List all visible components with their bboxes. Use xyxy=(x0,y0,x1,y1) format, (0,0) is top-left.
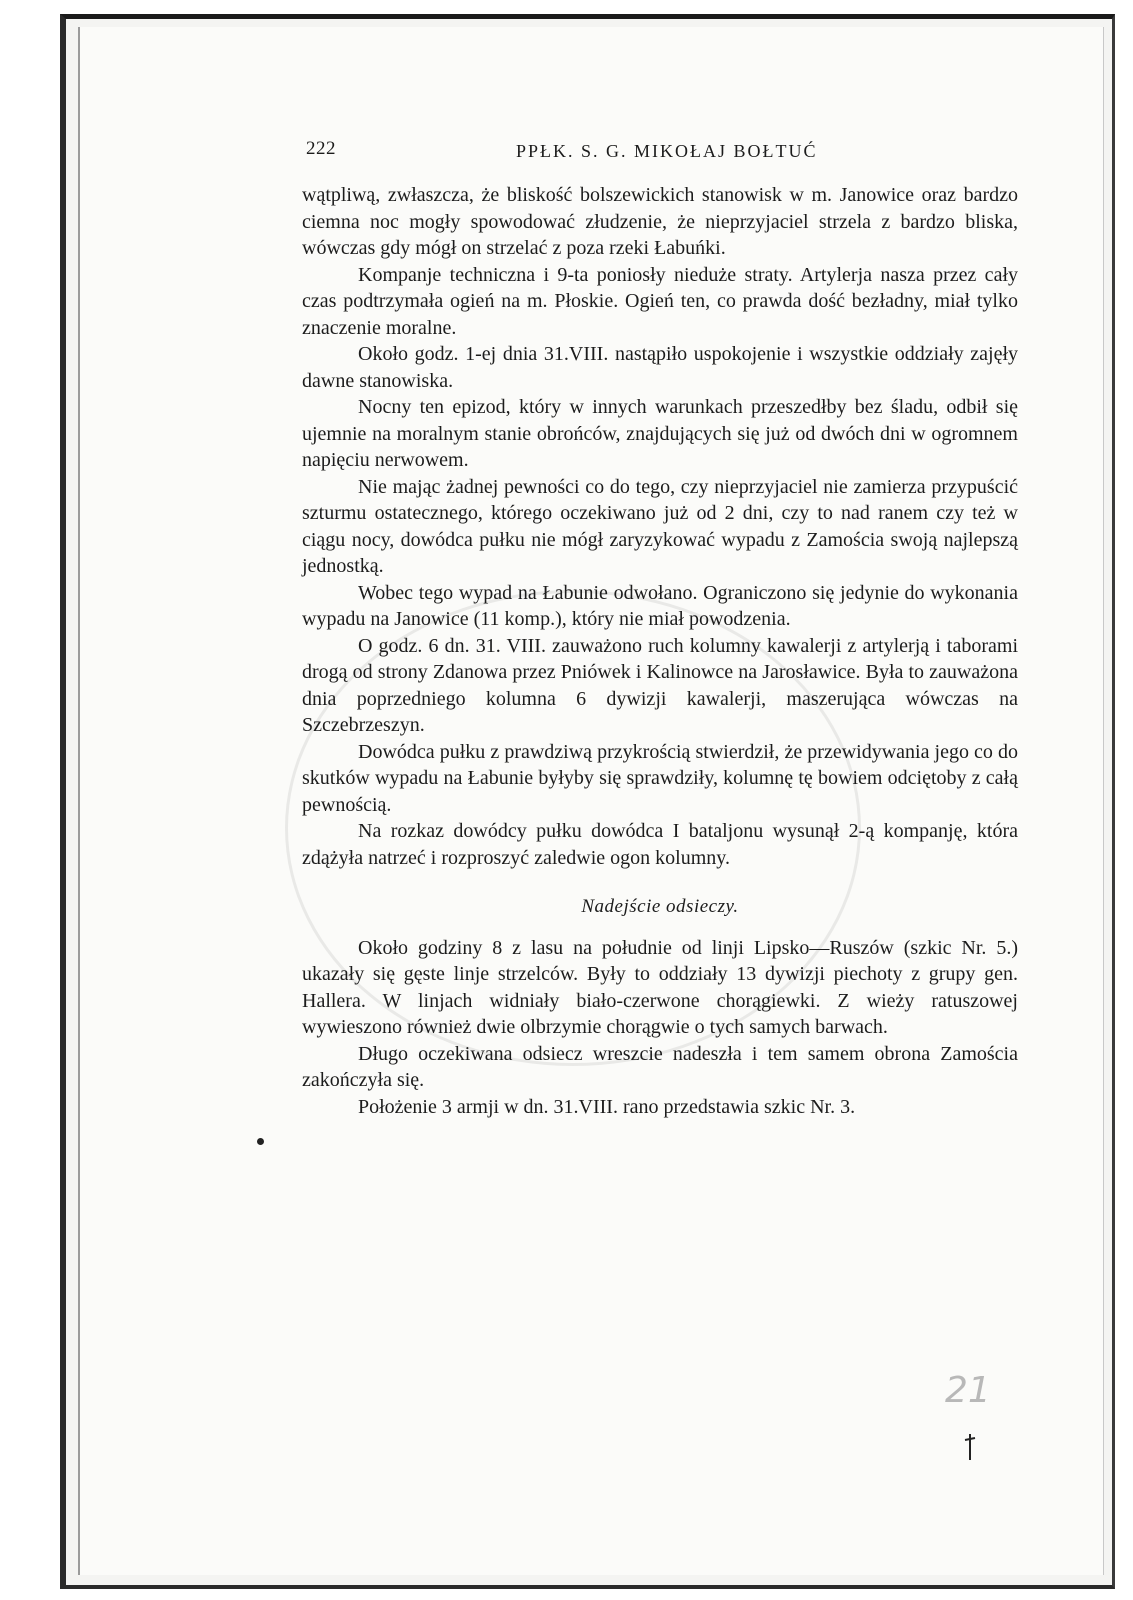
paragraph: Nie mając żadnej pewności co do tego, czy nieprzyjaciel nie zamierza przypuścić szturmu ostatecznego, którego oczekiwano już od 2 dni, czy to nad ranem czy też w ciągu nocy, dowódca pułku nie mógł zaryzykować wypadu z Zamościa swoją najlepszą jednostką. xyxy=(302,475,1018,577)
handwritten-margin-note: 21 xyxy=(945,1370,991,1411)
paragraph: Długo oczekiwana odsiecz wreszcie nadeszła i tem samem obrona Zamościa zakończyła się. xyxy=(302,1042,1018,1091)
paragraph: wątpliwą, zwłaszcza, że bliskość bolszewickich stanowisk w m. Janowice oraz bardzo ciemna noc mogły spowodować złudzenie, że nieprzyjaciel strzela z bardzo bliska, wówczas gdy mógł on strzelać z poza rzeki Łabuńki. xyxy=(302,184,1018,259)
running-head: PPŁK. S. G. MIKOŁAJ BOŁTUĆ xyxy=(516,141,818,161)
paragraph: Położenie 3 armji w dn. 31.VIII. rano przedstawia szkic Nr. 3. xyxy=(358,1095,856,1118)
paragraph: Około godziny 8 z lasu na południe od linji Lipsko—Ruszów (szkic Nr. 5.) ukazały się gęste linje strzelców. Były to oddziały 13 dywizji piechoty z grupy gen. Hallera. W linjach widniały biało-czerwone chorągiewki. Z wieży ratuszowej wywieszono również dwie olbrzymie chorągwie o tych samych barwach. xyxy=(302,936,1018,1038)
margin-dot xyxy=(257,1138,264,1145)
paragraph: Nocny ten epizod, który w innych warunkach przeszedłby bez śladu, odbił się ujemnie na moralnym stanie obrońców, znajdujących się już od dwóch dni w ogromnem napięciu nerwowem. xyxy=(302,396,1018,471)
paragraph: Dowódca pułku z prawdziwą przykrością stwierdził, że przewidywania jego co do skutków wypadu na Łabunie byłyby się sprawdziły, kolumnę tę bowiem odciętoby z całą pewnością. xyxy=(302,740,1018,816)
section-title: Nadejście odsieczy. xyxy=(581,896,739,917)
body-text xyxy=(302,182,1018,1120)
page-number: 222 xyxy=(306,138,336,159)
paragraph: Na rozkaz dowódcy pułku dowódca I bataljonu wysunął 2-ą kompanję, która zdążyła natrzeć i rozproszyć zaledwie ogon kolumny. xyxy=(302,820,1018,869)
page-header xyxy=(306,138,826,168)
paragraph: O godz. 6 dn. 31. VIII. zauważono ruch kolumny kawalerji z artylerją i taborami drogą od strony Zdanowa przez Pniówek i Kalinowce na Jarosławice. Była to zauważona dnia poprzedniego kolumna 6 dywizji kawalerji, maszerująca wówczas na Szczebrzeszyn. xyxy=(302,634,1018,736)
paragraph: Około godz. 1-ej dnia 31.VIII. nastąpiło uspokojenie i wszystkie oddziały zajęły dawne stanowiska. xyxy=(302,343,1018,392)
paragraph: Kompanje techniczna i 9-ta poniosły nieduże straty. Artylerja nasza przez cały czas podtrzymała ogień na m. Płoskie. Ogień ten, co prawda dość bezładny, miał tylko znaczenie moralne. xyxy=(302,263,1018,339)
paragraph: Wobec tego wypad na Łabunie odwołano. Ograniczono się jedynie do wykonania wypadu na Janowice (11 komp.), który nie miał powodzenia. xyxy=(302,581,1018,630)
pencil-tick-mark xyxy=(963,1432,977,1462)
